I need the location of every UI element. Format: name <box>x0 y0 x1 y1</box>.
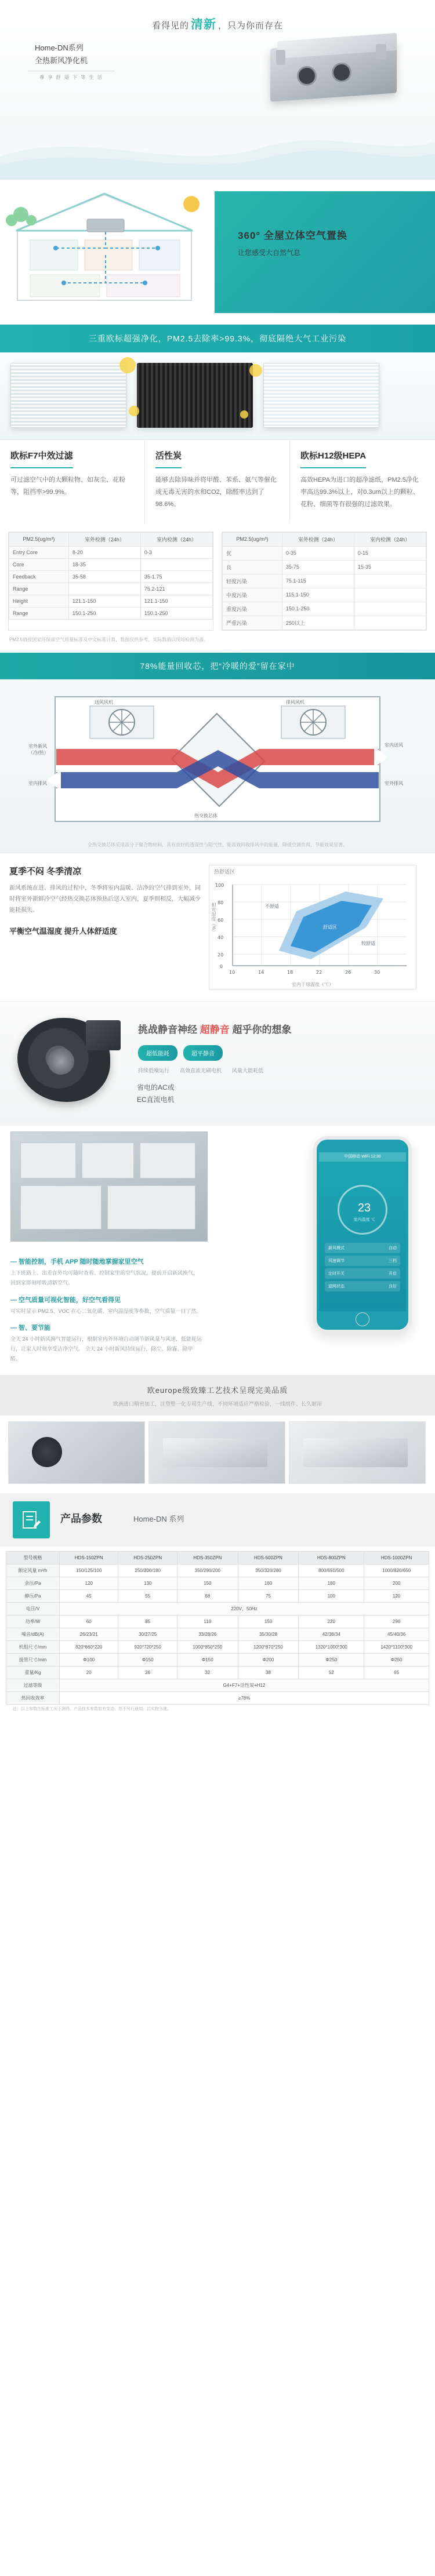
table-row <box>9 546 213 558</box>
cell: 55 <box>118 1590 177 1603</box>
table-row <box>9 607 213 619</box>
cell: 150.1-250 <box>140 607 212 619</box>
cell: Range <box>9 607 69 619</box>
svg-text:室内送风: 室内送风 <box>385 743 403 748</box>
hero-product-illustration <box>262 30 413 117</box>
phone-row-0[interactable] <box>325 1243 400 1253</box>
house-caption-block <box>215 191 435 313</box>
chart-title: 热舒适区 <box>214 869 235 875</box>
hero-title-pre: 看得见的 <box>151 21 189 31</box>
cell: 热回收效率 <box>6 1692 60 1705</box>
th-0: PM2.5(ug/m³) <box>223 532 282 546</box>
table-row <box>6 1590 429 1603</box>
heat-exchange-diagram-section <box>0 679 435 853</box>
phone-row-1-label: 风速调节 <box>328 1259 345 1264</box>
detail-photos-section <box>0 1416 435 1493</box>
spec-table-section <box>0 1547 435 1735</box>
motor-caption-line1: 省电的AC或 <box>137 1083 175 1092</box>
table-row <box>223 616 426 630</box>
filter-body-carbon: 能够去除异味并将甲醛、苯系、氨气等催化成无毒无害的水和CO2，除醛率达到了98.6%。 <box>155 476 277 508</box>
cell: 68 <box>177 1590 238 1603</box>
cell: 1000*850*250 <box>177 1641 238 1654</box>
phone-row-1-value: 三档 <box>389 1259 397 1264</box>
filter-photo-carbon <box>137 363 253 428</box>
cell: Core <box>9 558 69 570</box>
cell: 8-20 <box>68 546 140 558</box>
svg-text:热交换芯体: 热交换芯体 <box>194 813 217 819</box>
document-pen-icon <box>21 1510 41 1530</box>
cell: 0-35 <box>282 546 354 560</box>
svg-text:排风风机: 排风风机 <box>286 700 304 705</box>
cell: 52 <box>299 1667 364 1679</box>
spec-col-1: HDS-150ZPN <box>60 1552 118 1564</box>
cell: 800/650/500 <box>299 1564 364 1577</box>
svg-text:40: 40 <box>217 935 224 941</box>
cell: 良 <box>223 560 282 574</box>
cell: 75.1-115 <box>282 574 354 588</box>
cell: 220V，50Hz <box>60 1603 429 1616</box>
heat-recovery-banner <box>0 653 435 679</box>
cell: 额定风量 m³/h <box>6 1564 60 1577</box>
pm25-tables-section <box>0 523 435 634</box>
phone-temperature-dial[interactable] <box>338 1185 387 1235</box>
room-area-1 <box>20 1143 76 1178</box>
blower-outlet <box>86 1020 121 1050</box>
svg-text:100: 100 <box>215 883 224 889</box>
cell: 65 <box>364 1667 429 1679</box>
phone-row-2[interactable] <box>325 1268 400 1279</box>
cell: 290 <box>364 1616 429 1628</box>
house-headline: 360° 全屋立体空气置换 <box>238 230 347 241</box>
spec-footnote: 注：以上参数在标准工况下测得，产品技术参数如有变动，恕不另行通知，以实物为准。 <box>13 1707 171 1712</box>
table-row <box>9 583 213 595</box>
motor-pill-row <box>138 1045 416 1061</box>
svg-text:送风风机: 送风风机 <box>95 700 113 705</box>
spec-col-6: HDS-1000ZPN <box>364 1552 429 1564</box>
motor-title-highlight: 超静音 <box>200 1024 230 1036</box>
motor-caption <box>137 1082 175 1105</box>
table-row <box>6 1577 429 1590</box>
cell: 110 <box>177 1616 238 1628</box>
table-header-row <box>9 532 213 546</box>
filter-title-hepa: 欧标H12级HEPA <box>300 449 366 468</box>
motor-sub-1: 高效直流无刷电机 <box>180 1068 222 1074</box>
cell: 160 <box>238 1577 299 1590</box>
quality-banner <box>0 1375 435 1416</box>
cell: 1320*1000*300 <box>299 1641 364 1654</box>
chart-plot-area <box>209 875 416 983</box>
th-1: 室外检测（24h） <box>282 532 354 546</box>
house-diagram-illustration <box>0 184 220 318</box>
cell: 20 <box>60 1667 118 1679</box>
hero-section <box>0 0 435 180</box>
svg-text:（冷/热）: （冷/热） <box>28 750 49 756</box>
motor-section <box>0 1001 435 1126</box>
cell: 120 <box>60 1577 118 1590</box>
cell: 150 <box>177 1577 238 1590</box>
table-row <box>223 602 426 616</box>
unit-vent-2 <box>332 63 351 82</box>
hero-title-post: ，只为你而存在 <box>218 21 284 31</box>
phone-dial-unit: 室内温度 ℃ <box>353 1218 375 1222</box>
heat-exchange-note: 全热交换芯体采用高分子聚合物材料，具有良好的透湿性与阻气性，能高效回收排风中的能量，降低空调负荷，节能效果显著。 <box>88 842 347 848</box>
cell: 0-15 <box>354 546 426 560</box>
motor-sub-0: 持续低噪运行 <box>138 1068 170 1074</box>
spec-table <box>6 1551 429 1705</box>
hero-wave-decoration <box>0 116 435 180</box>
decor-dot-3 <box>249 364 262 377</box>
svg-text:80: 80 <box>217 900 224 906</box>
cell: 功率/W <box>6 1616 60 1628</box>
app-feature-2-body: 全天 24 小时新风换气智能运行，根据室内外环境自动调节新风量与风速，低能耗运行，让家人时刻享受洁净空气。 全天 24 小时新风持续运行，除尘、除霾、除甲醛。 <box>10 1336 202 1362</box>
room-layout-illustration <box>10 1131 208 1242</box>
pm25-table-right-grid <box>222 532 426 630</box>
cell: 820*660*220 <box>60 1641 118 1654</box>
cell: 220 <box>299 1616 364 1628</box>
table-row <box>9 570 213 583</box>
detail-photo-1 <box>8 1421 145 1484</box>
cell: 0-3 <box>140 546 212 558</box>
phone-row-0-label: 新风模式 <box>328 1246 345 1251</box>
phone-mockup <box>313 1136 412 1333</box>
cell <box>354 588 426 602</box>
pm25-table-left-grid <box>9 532 213 620</box>
unit-vent-1 <box>297 66 317 86</box>
app-feature-2-head: — 智、要节能 <box>10 1325 51 1332</box>
cell: 重度污染 <box>223 602 282 616</box>
decor-dot-1 <box>119 357 136 373</box>
phone-row-3-label: 滤网状态 <box>328 1285 345 1289</box>
cell: 920*720*250 <box>118 1641 177 1654</box>
cell: 18-35 <box>68 558 140 570</box>
hero-brand <box>35 42 88 67</box>
svg-text:室外新风: 室外新风 <box>28 744 47 749</box>
cell: 过滤等级 <box>6 1679 60 1692</box>
cell: Range <box>9 583 69 595</box>
room-area-5 <box>107 1185 195 1229</box>
cell: 100 <box>299 1590 364 1603</box>
cell: 75.2-121 <box>140 583 212 595</box>
svg-text:60: 60 <box>217 918 224 923</box>
spec-col-3: HDS-350ZPN <box>177 1552 238 1564</box>
table-row <box>6 1603 429 1616</box>
svg-text:0: 0 <box>220 964 223 970</box>
phone-dial-value: 23 <box>357 1202 371 1215</box>
room-area-3 <box>140 1143 195 1178</box>
cell: G4+F7+活性炭+H12 <box>60 1679 429 1692</box>
motor-subline <box>138 1067 416 1074</box>
comfort-text <box>9 865 201 989</box>
comfort-section <box>0 853 435 1001</box>
filter-photo-f7 <box>10 363 126 428</box>
filter-body-f7: 可过滤空气中的大颗粒物、如灰尘、花粉等，阻挡率>99.9%。 <box>10 476 125 496</box>
svg-text:22: 22 <box>316 970 322 976</box>
cell: Φ150 <box>177 1654 238 1667</box>
cell: 130 <box>118 1577 177 1590</box>
phone-row-0-value: 自动 <box>389 1246 397 1251</box>
th-2: 室内检测（24h） <box>354 532 426 546</box>
filter-title-f7: 欧标F7中效过滤 <box>10 449 73 468</box>
filter-photos-section <box>0 352 435 439</box>
cell: 180 <box>299 1577 364 1590</box>
filter-description-columns <box>0 439 435 523</box>
cell: 150.1-250 <box>68 607 140 619</box>
motor-title-post: 超乎你的想象 <box>229 1024 292 1036</box>
spec-header <box>0 1493 435 1547</box>
cell: 45 <box>60 1590 118 1603</box>
phone-row-2-value: 开启 <box>389 1272 397 1276</box>
cell: 35/30/28 <box>238 1628 299 1641</box>
hero-brand-line2: 全热新风净化机 <box>35 56 88 66</box>
cell: 121.1-150 <box>68 595 140 607</box>
spec-col-4: HDS-500ZPN <box>238 1552 299 1564</box>
cell: 严重污染 <box>223 616 282 630</box>
spec-model-series: Home-DN 系列 <box>133 1515 184 1524</box>
cell: Φ250 <box>299 1654 364 1667</box>
cell: 重量/Kg <box>6 1667 60 1679</box>
cell: 85 <box>118 1616 177 1628</box>
cell: 121.1-150 <box>140 595 212 607</box>
phone-row-2-label: 定时开关 <box>328 1272 345 1276</box>
unit-pipe-right <box>376 44 386 59</box>
cell: Φ250 <box>364 1654 429 1667</box>
app-feature-0-body: 上下班路上、出差在外均可随时查看、控制家里的空气状况，提前开启新风换气，回到家即刻呼吸清新空气。 <box>10 1270 199 1286</box>
table-row <box>223 560 426 574</box>
house-airflow-section <box>0 180 435 325</box>
hero-title <box>0 0 435 32</box>
table-header-row <box>223 532 426 546</box>
pm25-table-note: PM2.5值按国家环保部空气质量标准及中文标准计算，数据仅供参考，实际数值以现场检测为准。 <box>9 636 209 642</box>
decor-dot-4 <box>240 410 248 419</box>
table-row <box>6 1679 429 1692</box>
svg-text:20: 20 <box>217 952 224 958</box>
spec-table-body <box>6 1564 429 1705</box>
cell: 噪音/dB(A) <box>6 1628 60 1641</box>
cell: 接管尺寸/mm <box>6 1654 60 1667</box>
phone-home-button[interactable] <box>356 1312 369 1326</box>
house-sub: 让您感受大自然气息 <box>238 249 301 257</box>
svg-text:10: 10 <box>229 970 235 976</box>
cell: Φ150 <box>118 1654 177 1667</box>
cell: Entry Core <box>9 546 69 558</box>
svg-text:26: 26 <box>345 970 351 976</box>
cell: 32 <box>177 1667 238 1679</box>
spec-title: 产品参数 <box>60 1513 102 1525</box>
motor-sub-2: 风量大能耗低 <box>232 1068 264 1074</box>
heat-recovery-banner-text: 78%能量回收芯，把“冷暖的爱”留在家中 <box>140 661 295 671</box>
comfort-chart <box>209 865 416 989</box>
cell: 42/38/34 <box>299 1628 364 1641</box>
phone-settings-list <box>325 1243 400 1294</box>
cell: 150.1-250 <box>282 602 354 616</box>
room-area-4 <box>20 1185 102 1229</box>
cell: 75 <box>238 1590 299 1603</box>
cell: 26/23/21 <box>60 1628 118 1641</box>
pm25-table-left <box>8 532 213 631</box>
purify-banner <box>0 325 435 352</box>
table-row <box>6 1667 429 1679</box>
spec-col-0: 型号规格 <box>6 1552 60 1564</box>
filter-column-hepa <box>290 440 435 523</box>
cell: 250/200/180 <box>118 1564 177 1577</box>
spec-col-5: HDS-800ZPN <box>299 1552 364 1564</box>
cell: 38 <box>238 1667 299 1679</box>
cell: 115.1-150 <box>282 588 354 602</box>
blower-illustration <box>17 1014 125 1107</box>
room-area-2 <box>82 1143 134 1178</box>
filter-column-f7 <box>0 440 145 523</box>
cell <box>68 583 140 595</box>
hero-brand-line1: Home-DN系列 <box>35 43 84 52</box>
cell: 35-1.75 <box>140 570 212 583</box>
cell: 250以上 <box>282 616 354 630</box>
cell <box>354 574 426 588</box>
cell: ≥78% <box>60 1692 429 1705</box>
cell: 26 <box>118 1667 177 1679</box>
comfort-body: 新风系统在进、排风的过程中，冬季将室内温暖、洁净的空气排到室外，同时将室外新鲜冷空气经热交换芯体预热后送入室内，夏季则相反，大幅减少能耗损失。 <box>9 885 201 914</box>
cell: 350/290/200 <box>177 1564 238 1577</box>
cell <box>140 558 212 570</box>
app-feature-1-body: 可实时显示 PM2.5、VOC 在心二氧化碳、室内温湿度等参数，空气质量一目了然。 <box>10 1308 202 1314</box>
svg-text:室外排风: 室外排风 <box>385 781 403 787</box>
cell: 优 <box>223 546 282 560</box>
detail-photo-2 <box>148 1421 285 1484</box>
cell: Height <box>9 595 69 607</box>
chart-xlabel: 室内干球温度（℃） <box>292 982 334 988</box>
purify-banner-text: 三重欧标超强净化，PM2.5去除率>99.3%，彻底隔绝大气工业污染 <box>88 334 347 343</box>
detail-photo-3-panel <box>303 1438 408 1467</box>
detail-photo-3 <box>289 1421 426 1484</box>
cell <box>354 602 426 616</box>
cell: Φ100 <box>60 1654 118 1667</box>
svg-text:舒适区: 舒适区 <box>323 925 337 930</box>
comfort-subtitle: 平衡空气温湿度 提升人体舒适度 <box>9 927 117 936</box>
svg-text:不舒适: 不舒适 <box>265 904 279 909</box>
cell: 余压/Pa <box>6 1577 60 1590</box>
cell: Φ200 <box>238 1654 299 1667</box>
unit-pipe-left <box>276 50 285 65</box>
quality-line1: 欧europe级致臻工艺技术呈现完美品质 <box>147 1386 288 1395</box>
filter-title-carbon: 活性炭 <box>155 449 182 468</box>
chart-ylabel: 相对湿度（%） <box>211 903 216 935</box>
table-row <box>6 1692 429 1705</box>
cell: 1000/820/650 <box>364 1564 429 1577</box>
cell: 45/40/36 <box>364 1628 429 1641</box>
cell: 30/27/25 <box>118 1628 177 1641</box>
motor-pill-0: 超低能耗 <box>138 1045 177 1061</box>
filter-body-hepa: 高效HEPA为进口的超净滤纸，PM2.5净化率高达99.3%以上，对0.3um以上的颗粒、花粉、细菌等有很强的过滤效果。 <box>300 476 419 508</box>
cell: 120 <box>364 1590 429 1603</box>
cell: 60 <box>60 1616 118 1628</box>
cell: 15-35 <box>354 560 426 574</box>
cell: 200 <box>364 1577 429 1590</box>
table-row <box>6 1564 429 1577</box>
cell: 150 <box>238 1616 299 1628</box>
spec-icon-box <box>13 1501 50 1538</box>
motor-caption-line2: EC直流电机 <box>137 1095 175 1104</box>
th-2: 室内检测（24h） <box>140 532 212 546</box>
cell: 中度污染 <box>223 588 282 602</box>
motor-text <box>138 1021 416 1074</box>
cell: 35-75 <box>282 560 354 574</box>
phone-row-3[interactable] <box>325 1281 400 1291</box>
hero-badge: 尊 享 舒 适 下 等 生 活 <box>28 71 115 81</box>
decor-dot-2 <box>129 406 139 416</box>
cell: 1420*1100*300 <box>364 1641 429 1654</box>
motor-pill-1: 超平静音 <box>183 1045 223 1061</box>
svg-text:室内排风: 室内排风 <box>28 781 47 787</box>
th-1: 室外检测（24h） <box>68 532 140 546</box>
table-row <box>223 588 426 602</box>
th-0: PM2.5(ug/m³) <box>9 532 69 546</box>
cell: 静压/Pa <box>6 1590 60 1603</box>
cell: Feedback <box>9 570 69 583</box>
phone-row-1[interactable] <box>325 1256 400 1266</box>
cell: 35-58 <box>68 570 140 583</box>
app-control-section <box>0 1126 435 1375</box>
cell <box>354 616 426 630</box>
detail-photo-1-fan <box>32 1437 62 1467</box>
cell: 1200*870*250 <box>238 1641 299 1654</box>
svg-text:14: 14 <box>258 970 264 976</box>
detail-photo-2-panel <box>163 1438 267 1467</box>
pm25-table-right <box>222 532 427 631</box>
cell: 33/28/26 <box>177 1628 238 1641</box>
cell: 电压/V <box>6 1603 60 1616</box>
svg-text:30: 30 <box>374 970 380 976</box>
table-row <box>6 1628 429 1641</box>
table-row <box>223 574 426 588</box>
cell: 150/125/100 <box>60 1564 118 1577</box>
table-row <box>9 558 213 570</box>
heat-exchange-diagram <box>20 685 415 836</box>
table-row <box>9 595 213 607</box>
cell: 轻度污染 <box>223 574 282 588</box>
filter-photo-hepa <box>263 363 379 428</box>
svg-text:较舒适: 较舒适 <box>361 941 375 947</box>
phone-statusbar: 中国移动 WiFi 12:30 <box>319 1152 406 1162</box>
phone-row-3-value: 良好 <box>389 1285 397 1289</box>
table-row <box>6 1616 429 1628</box>
spec-col-2: HDS-250ZPN <box>118 1552 177 1564</box>
filter-column-carbon <box>145 440 290 523</box>
cell: 机组尺寸/mm <box>6 1641 60 1654</box>
table-row <box>6 1641 429 1654</box>
hero-title-accent: 清新 <box>191 18 216 31</box>
motor-title <box>138 1021 416 1036</box>
spec-header-row <box>6 1552 429 1564</box>
app-feature-1-head: — 空气质量可视化智能，好空气看得见 <box>10 1296 121 1304</box>
table-row <box>223 546 426 560</box>
motor-title-pre: 挑战静音神经 <box>138 1024 200 1036</box>
comfort-title: 夏季不闷 冬季清凉 <box>9 867 82 877</box>
svg-text:18: 18 <box>287 970 293 976</box>
quality-line2: 欧洲进口精密加工，注塑整一化专用生产线，不同环境适应严格检验，一线组件、长久耐用 <box>113 1401 322 1407</box>
phone-screen <box>319 1152 406 1311</box>
app-feature-list <box>10 1250 202 1363</box>
app-feature-0-head: — 智能控制，手机 APP 随时随地掌握家里空气 <box>10 1258 144 1266</box>
cell: 350/320/280 <box>238 1564 299 1577</box>
table-row <box>6 1654 429 1667</box>
